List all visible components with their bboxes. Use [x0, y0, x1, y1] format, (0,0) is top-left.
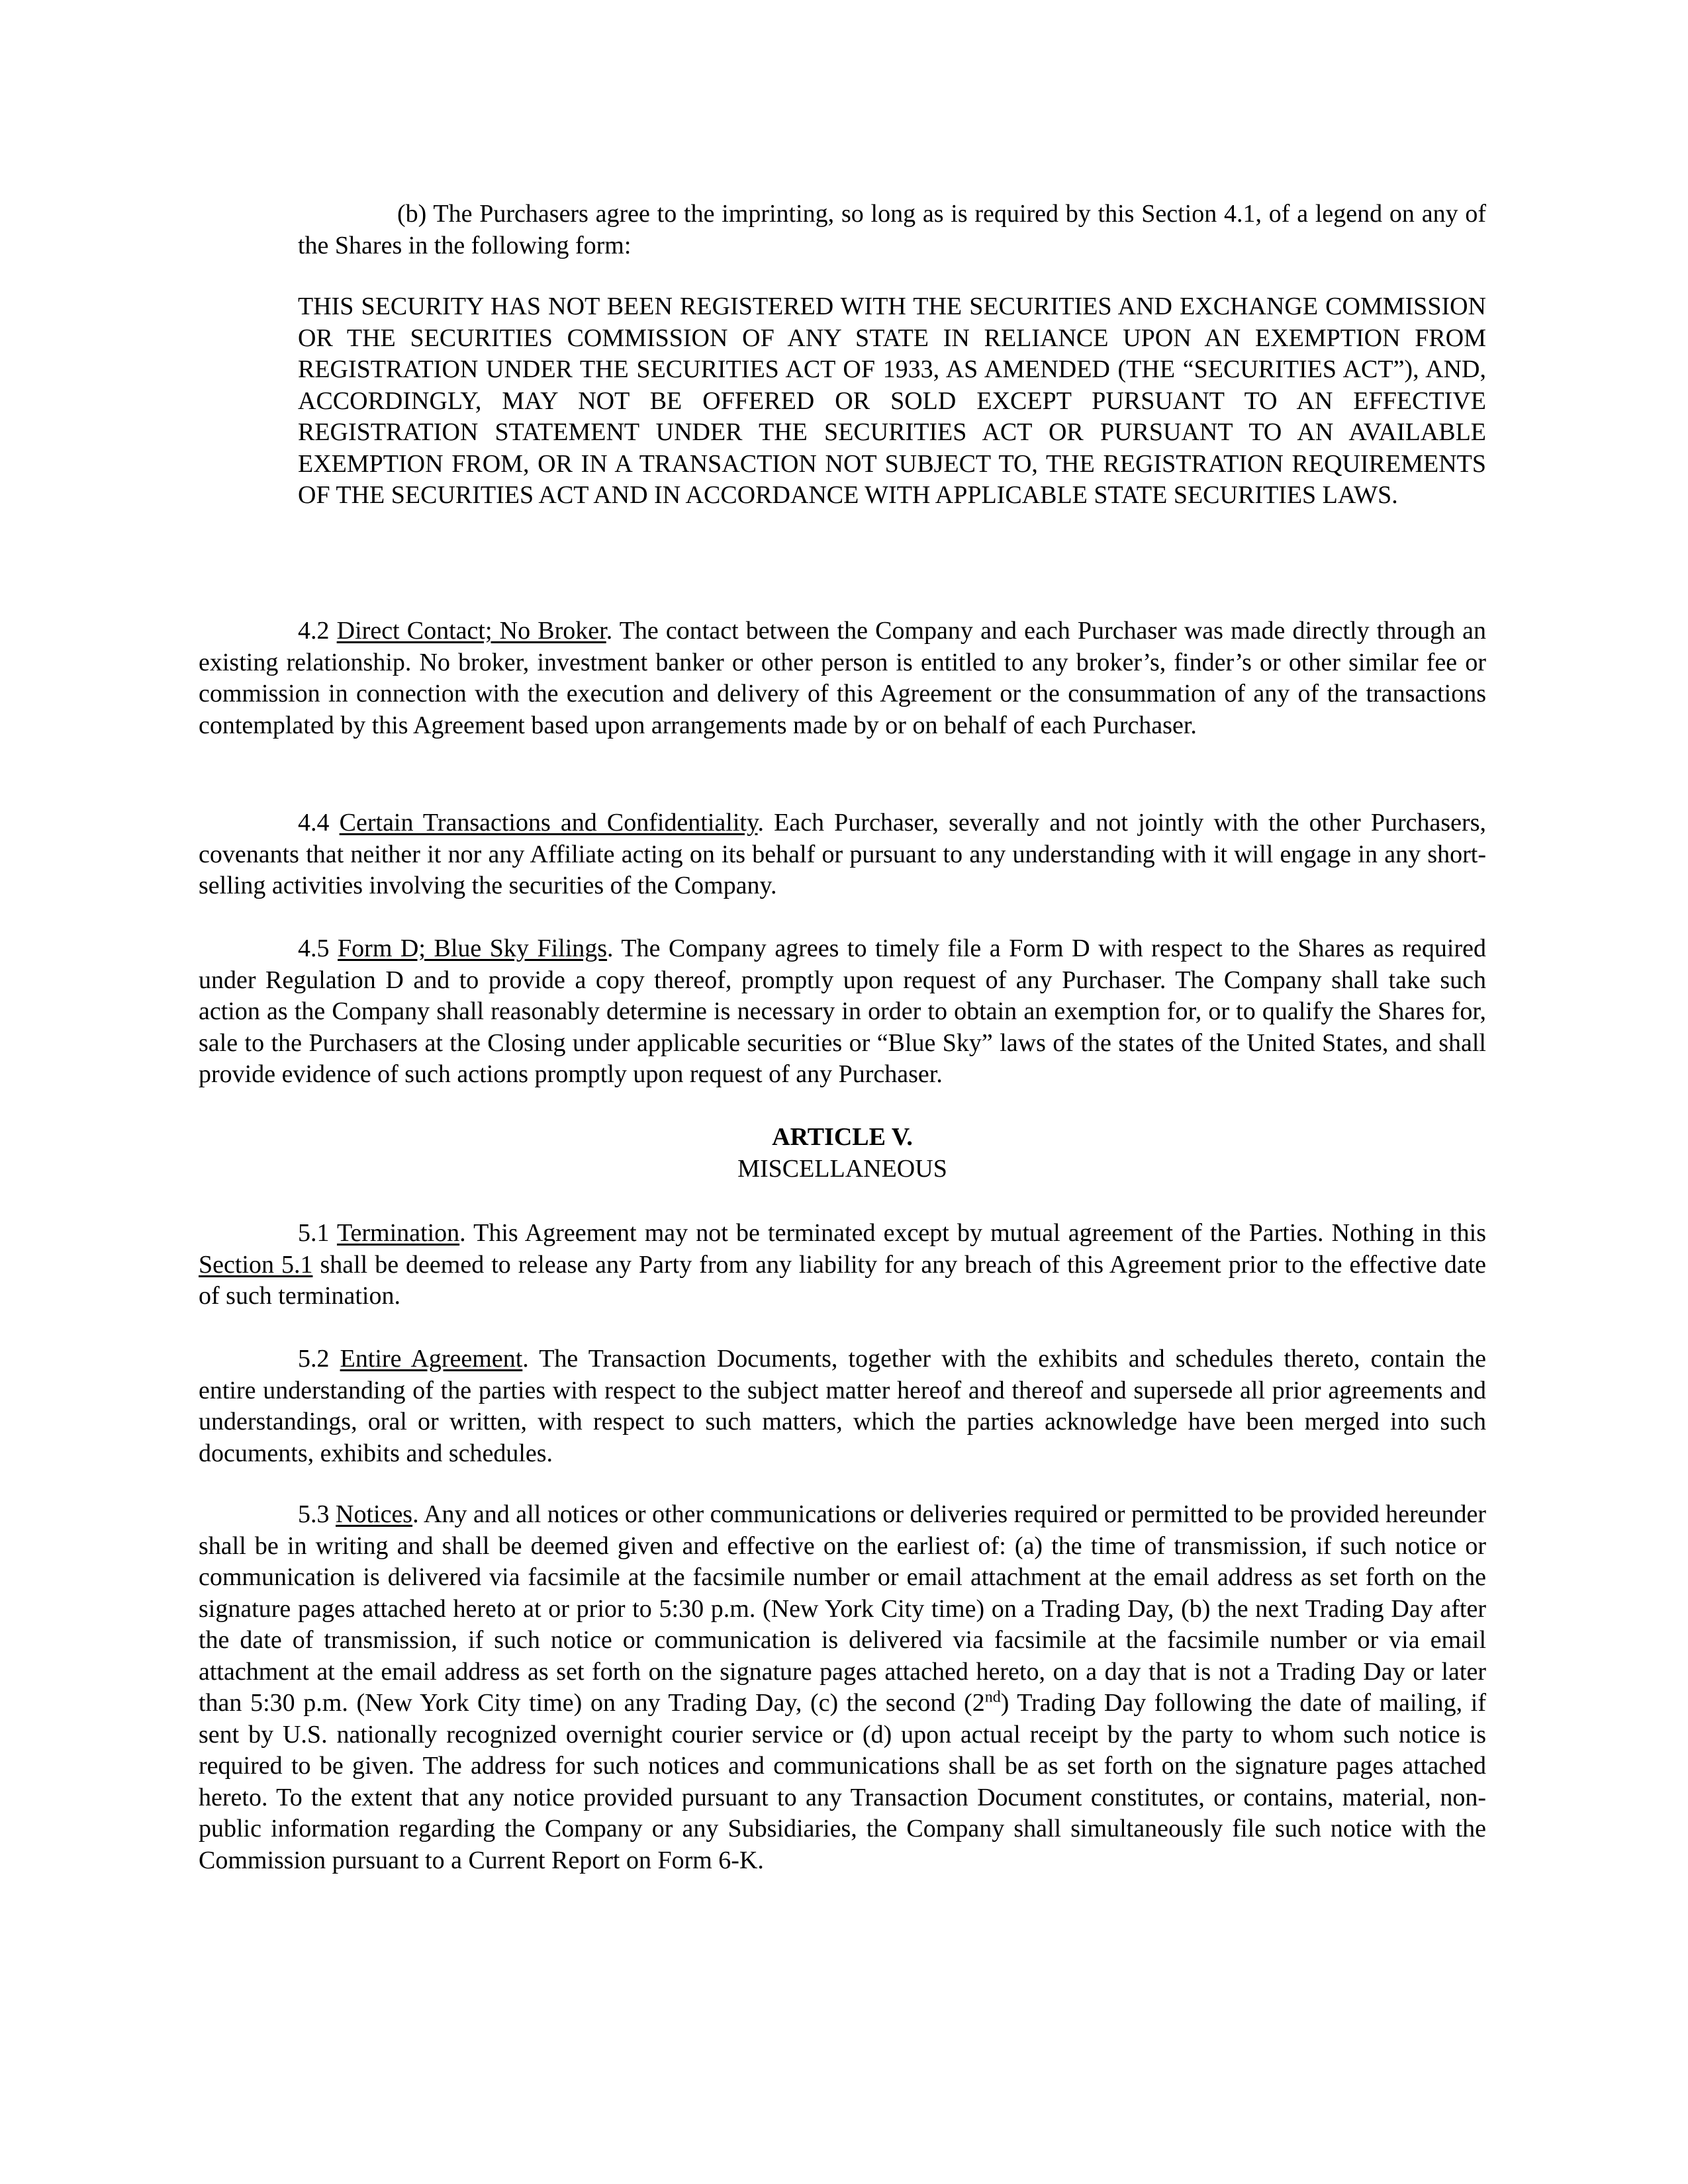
section-body: . The Company agrees to timely file a Form D with respect to the Shares as required under Regulation D and to provide a copy thereof, promptly upon request of any Purchaser. The Company shall take such action as the Company shall reasonably determine is necessary in order to obtain an exemption for, or to qualify the Shares for, sale to the Purchasers at the Closing under applicable securities or “Blue Sky” laws of the states of the United States, and shall provide evidence of such actions promptly upon request of any Purchaser. [199, 934, 1486, 1088]
section-body-cont: shall be deemed to release any Party from any liability for any breach of this Agreement prior to the effective date of such termination. [199, 1250, 1486, 1310]
section-title: Certain Transactions and Confidentiality [339, 809, 758, 837]
ordinal-superscript: nd [984, 1688, 1001, 1706]
section-body: . The contact between the Company and each Purchaser was made directly through an existing relationship. No broker, investment banker or other person is entitled to any broker’s, finder’s or other similar fee or commission in connection with the execution and delivery of this Agreement or the consummation of any of the transactions contemplated by this Agreement based upon arrangements made by or on behalf of each Purchaser. [199, 617, 1487, 739]
securities-legend: THIS SECURITY HAS NOT BEEN REGISTERED WITH THE SECURITIES AND EXCHANGE COMMISSION OR THE SECURITIES COMMISSION OF ANY STATE IN RELIANCE UPON AN EXEMPTION FROM REGISTRATION UNDER THE SECURITIES ACT OF 1933, AS AMENDED (THE “SECURITIES ACT”), AND, ACCORDINGLY, MAY NOT BE OFFERED OR SOLD EXCEPT PURSUANT TO AN EFFECTIVE REGISTRATION STATEMENT UNDER THE SECURITIES ACT OR PURSUANT TO AN AVAILABLE EXEMPTION FROM, OR IN A TRANSACTION NOT SUBJECT TO, THE REGISTRATION REQUIREMENTS OF THE SECURITIES ACT AND IN ACCORDANCE WITH APPLICABLE STATE SECURITIES LAWS. [298, 293, 1486, 509]
section-body: . This Agreement may not be terminated except by mutual agreement of the Parties. Nothing in this [459, 1219, 1486, 1247]
section-reference: Section 5.1 [199, 1250, 313, 1279]
section-4-1b-intro: (b) The Purchasers agree to the imprinting, so long as is required by this Section 4.1, of a legend on any of the Shares in the following form: [298, 200, 1486, 259]
section-4-5 [199, 933, 1486, 1091]
section-body: . The Transaction Documents, together with the exhibits and schedules thereto, contain the entire understanding of the parties with respect to the subject matter hereof and thereof and supersede all prior agreements and understandings, oral or written, with respect to such matters, which the parties acknowledge have been merged into such documents, exhibits and schedules. [199, 1345, 1487, 1467]
section-4-2 [199, 615, 1486, 741]
section-title: Termination [336, 1219, 460, 1247]
section-5-2 [199, 1343, 1486, 1469]
section-number: 5.1 [298, 1219, 330, 1247]
section-title: Direct Contact; No Broker [336, 617, 606, 645]
section-number: 5.3 [298, 1500, 330, 1528]
article-subheading: MISCELLANEOUS [737, 1155, 947, 1183]
section-5-3 [199, 1499, 1486, 1876]
section-body-cont: ) Trading Day following the date of mailing, if sent by U.S. nationally recognized overnight courier service or (d) upon actual receipt by the party to whom such notice is required to be given. The address for such notices and communications shall be as set forth on the signature pages attached hereto. To the extent that any notice provided pursuant to any Transaction Document constitutes, or contains, material, non-public information regarding the Company or any Subsidiaries, the Company shall simultaneously file such notice with the Commission pursuant to a Current Report on Form 6-K. [199, 1689, 1486, 1874]
section-number: 4.2 [298, 617, 330, 645]
section-body: . Each Purchaser, severally and not jointly with the other Purchasers, covenants that neither it nor any Affiliate acting on its behalf or pursuant to any understanding with it will engage in any short-selling activities involving the securities of the Company. [199, 809, 1486, 899]
section-body: . Any and all notices or other communications or deliveries required or permitted to be provided hereunder shall be in writing and shall be deemed given and effective on the earliest of: (a) the time of transmission, if such notice or communication is delivered via facsimile at the facsimile number or email attachment at the email address as set forth on the signature pages attached hereto at or prior to 5:30 p.m. (New York City time) on a Trading Day, (b) the next Trading Day after the date of transmission, if such notice or communication is delivered via facsimile at the facsimile number or via email attachment at the email address as set forth on the signature pages attached hereto, on a day that is not a Trading Day or later than 5:30 p.m. (New York City time) on any Trading Day, (c) the second (2 [199, 1500, 1487, 1717]
section-title: Entire Agreement [340, 1345, 523, 1373]
section-number: 4.5 [298, 934, 330, 962]
section-number: 4.4 [298, 809, 330, 837]
section-title: Notices [336, 1500, 413, 1528]
section-5-1 [199, 1218, 1486, 1312]
section-title: Form D; Blue Sky Filings [338, 934, 608, 962]
section-number: 5.2 [298, 1345, 330, 1373]
section-4-4 [199, 807, 1486, 902]
article-heading: ARTICLE V. [772, 1123, 913, 1151]
